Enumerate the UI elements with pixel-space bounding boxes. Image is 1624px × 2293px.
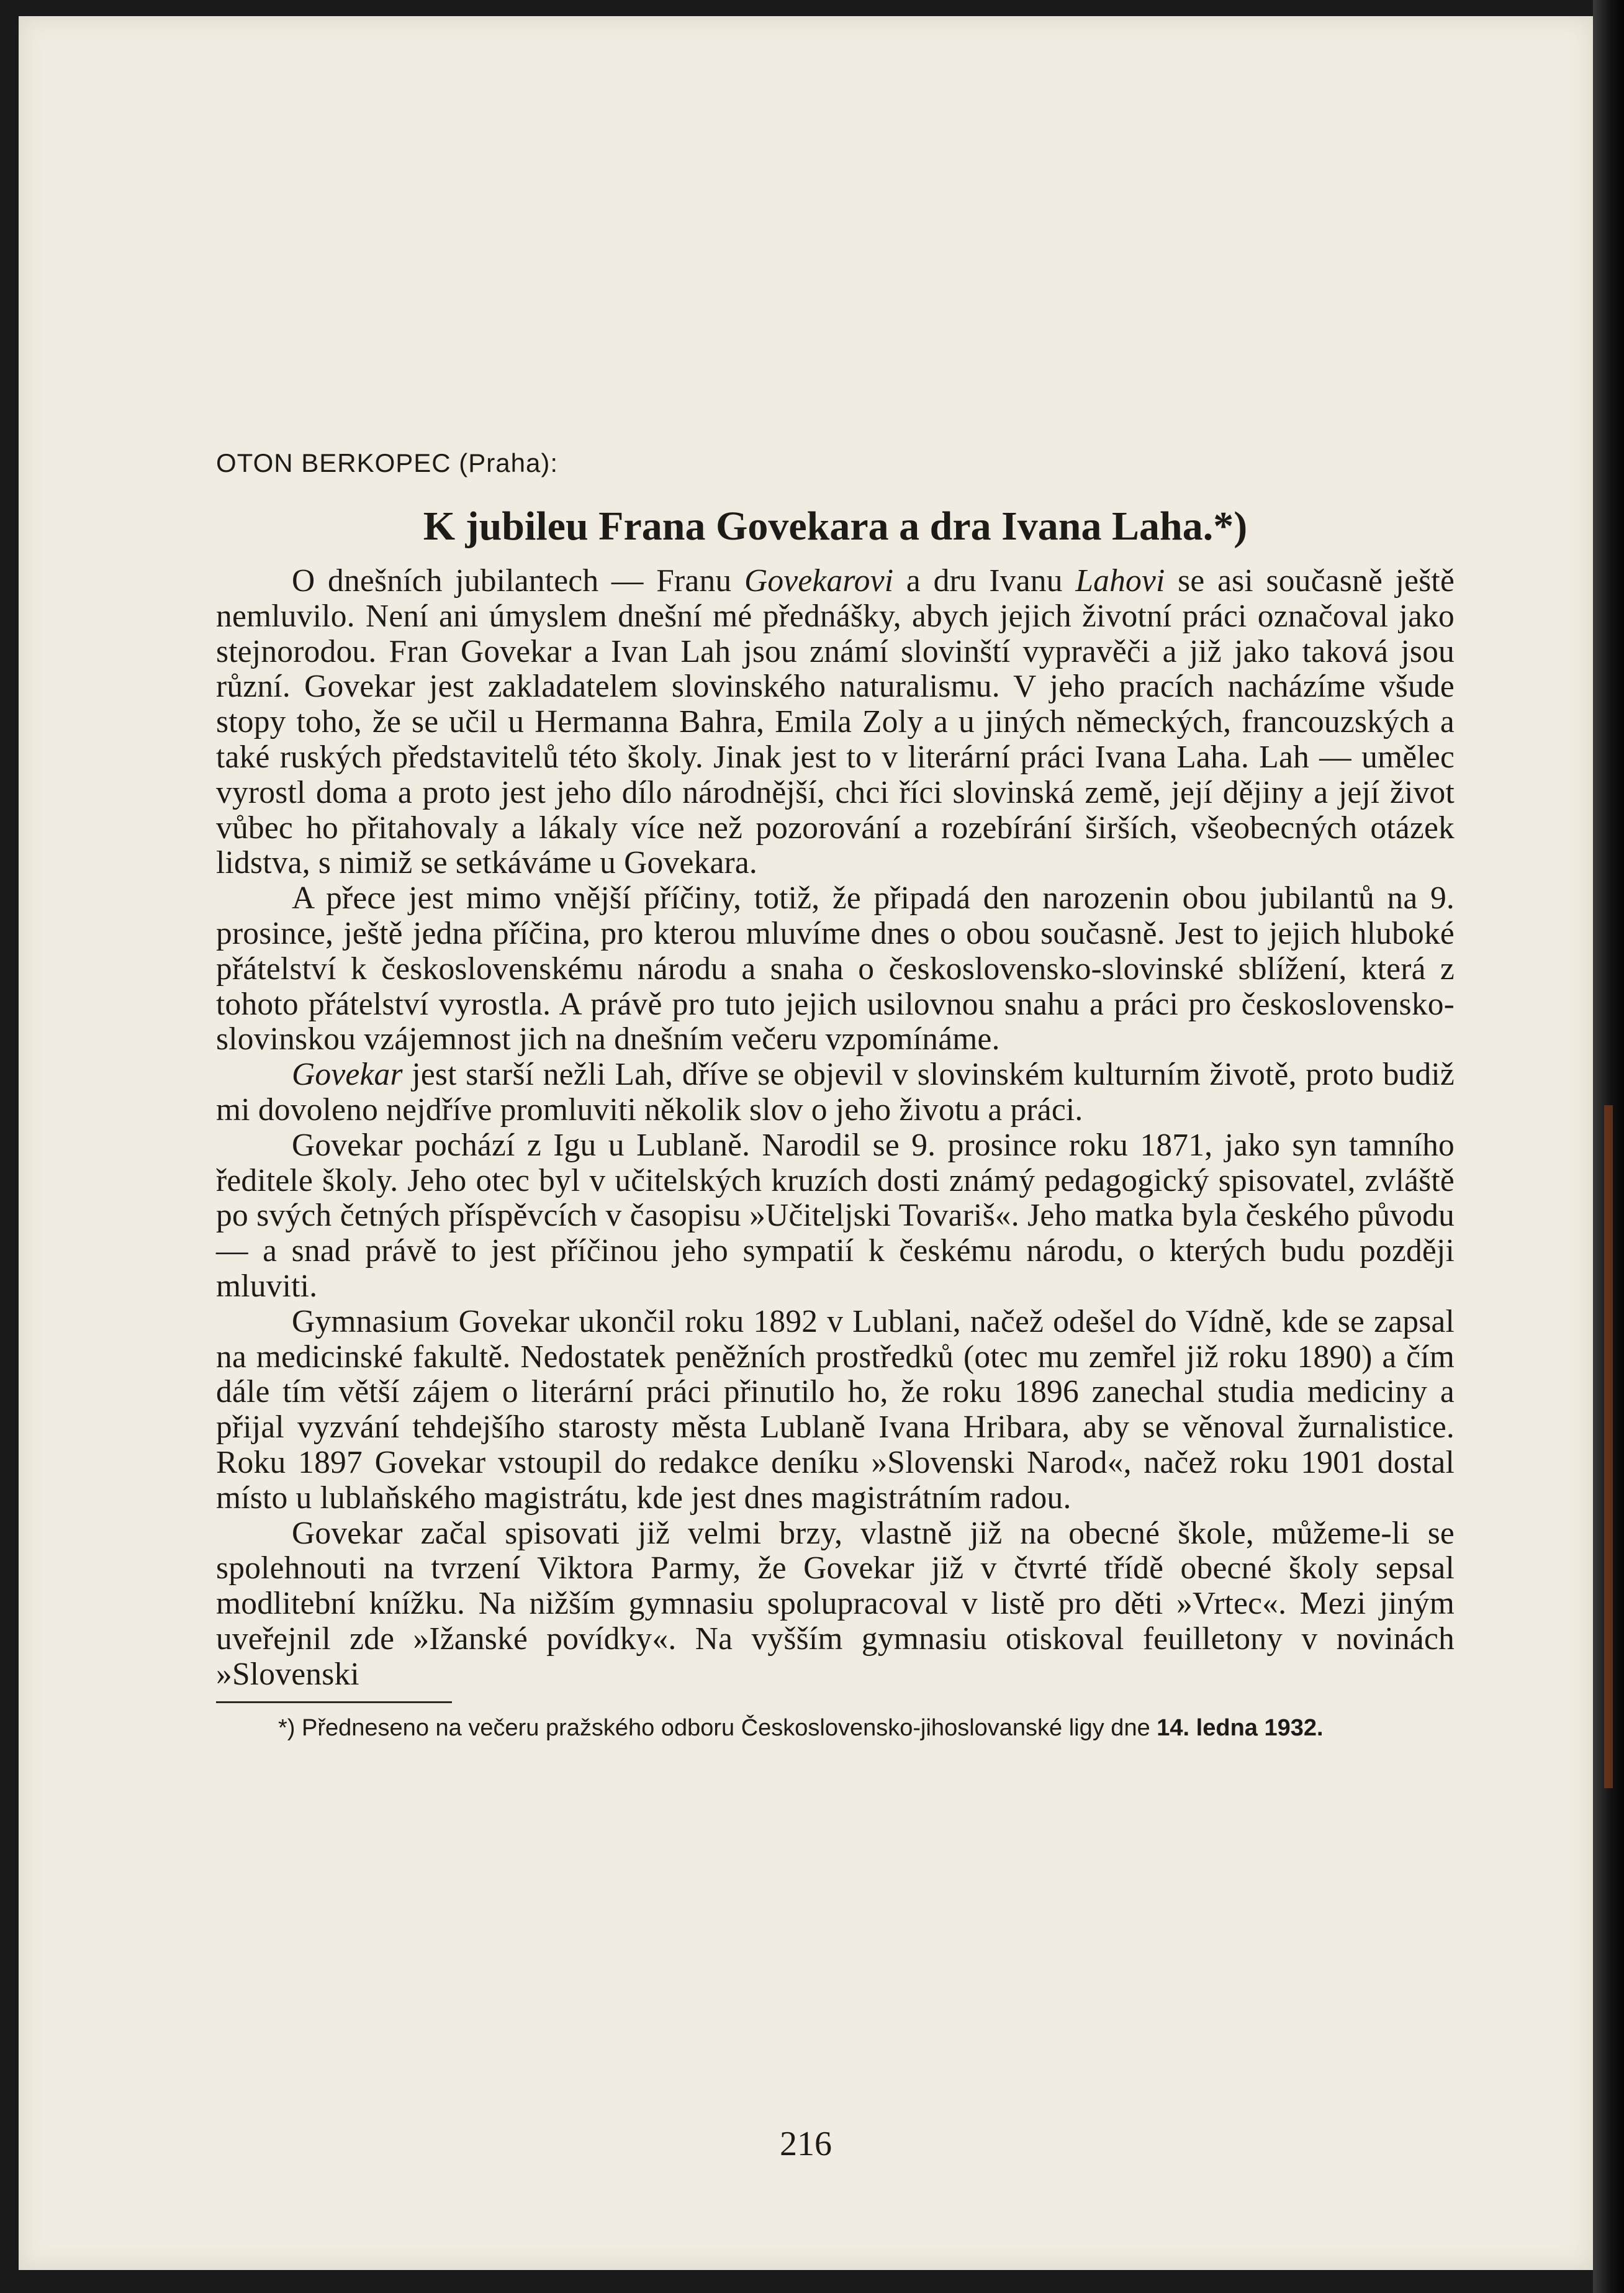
page	[19, 16, 1593, 2270]
paragraph-1-text-b: a dru Ivanu	[893, 563, 1076, 599]
author-byline: OTON BERKOPEC (Praha):	[216, 448, 559, 477]
spine-binding-mark	[1604, 1105, 1613, 1788]
paragraph-1-text-c: se asi současně ještě nemluvilo. Není ani úmyslem dnešní mé přednášky, abych jejich životní práci označoval jako stejnorodou. Fran Govekar a Ivan Lah jsou známí slovinští vypravěči a již jako taková jsou různí. Govekar jest zakladatelem slovinského naturalismu. V jeho pracích nacházíme všude stopy toho, že se učil u Hermanna Bahra, Emila Zoly a u jiných německých, francouzských a také ruských představitelů této školy. Jinak jest to v literární práci Ivana Laha. Lah — umělec vyrostl doma a proto jest jeho dílo národnější, chci říci slovinská země, její dějiny a její život vůbec ho přitahovaly a lákaly více než pozorování a rozebírání širších, všeobecných otázek lidstva, s nimiž se setkáváme u Govekara.	[216, 563, 1455, 881]
paragraph-3-italic-govekar: Govekar	[292, 1057, 403, 1093]
paragraph-6: Govekar začal spisovati již velmi brzy, vlastně již na obecné škole, můžeme-li se spolehnouti na tvrzení Viktora Parmy, že Govekar již v čtvrté třídě obecné školy sepsal modlitební knížku. Na nižším gymnasiu spolupracoval v listě pro děti »Vrtec«. Mezi jiným uveřejnil zde »Ižanské povídky«. Na vyšším gymnasiu otiskoval feuilletony v novinách »Slovenski	[216, 1515, 1455, 1692]
footnote-marker: *)	[278, 1714, 295, 1741]
footnote-divider	[216, 1701, 452, 1703]
paragraph-3	[216, 1057, 1455, 1128]
paragraph-3-text: jest starší nežli Lah, dříve se objevil v slovinském kulturním životě, proto budiž mi dovoleno nejdříve promluviti několik slov o jeho životu a práci.	[216, 1057, 1455, 1128]
page-number: 216	[780, 2125, 832, 2163]
footnote-date: 14. ledna 1932.	[1157, 1714, 1324, 1741]
paragraph-5: Gymnasium Govekar ukončil roku 1892 v Lublani, načež odešel do Vídně, kde se zapsal na medicinské fakultě. Nedostatek peněžních prostředků (otec mu zemřel již roku 1890) a čím dále tím větší zájem o literární práci přinutilo ho, že roku 1896 zanechal studia mediciny a přijal vyzvání tehdejšího starosty města Lublaně Ivana Hribara, aby se věnoval žurnalistice. Roku 1897 Govekar vstoupil do redakce deníku »Slovenski Narod«, načež roku 1901 dostal místo u lublaňského magistrátu, kde jest dnes magistrátním radou.	[216, 1303, 1455, 1516]
footnote	[216, 1712, 1455, 1744]
paragraph-1	[216, 564, 1455, 881]
article	[216, 445, 1455, 1744]
paragraph-2: A přece jest mimo vnější příčiny, totiž, že připadá den narozenin obou jubilantů na 9. prosince, ještě jedna příčina, pro kterou mluvíme dnes o obou současně. Jest to jejich hluboké přátelství k československému národu a snaha o československo-slovinské sblížení, která z tohoto přátelství vyrostla. A právě pro tuto jejich usilovnou snahu a práci pro československo-slovinskou vzájemnost jich na dnešním večeru vzpomínáme.	[216, 880, 1455, 1057]
paragraph-1-text-a: O dnešních jubilantech — Franu	[292, 563, 744, 599]
footnote-text: Předneseno na večeru pražského odboru Československo-jihoslovanské ligy dne	[295, 1714, 1157, 1741]
paragraph-1-italic-govekarovi: Govekarovi	[744, 563, 894, 599]
paragraph-1-italic-lahovi: Lahovi	[1075, 563, 1165, 599]
paragraph-4: Govekar pochází z Igu u Lublaně. Narodil se 9. prosince roku 1871, jako syn tamního ředitele školy. Jeho otec byl v učitelských kruzích dosti známý pedagogický spisovatel, zvláště po svých četných příspěvcích v časopisu »Učiteljski Tovariš«. Jeho matka byla českého původu — a snad právě to jest příčinou jeho sympatií k českému národu, o kterých budu později mluviti.	[216, 1127, 1455, 1304]
article-title: K jubileu Frana Govekara a dra Ivana Laha.*)	[423, 504, 1248, 549]
